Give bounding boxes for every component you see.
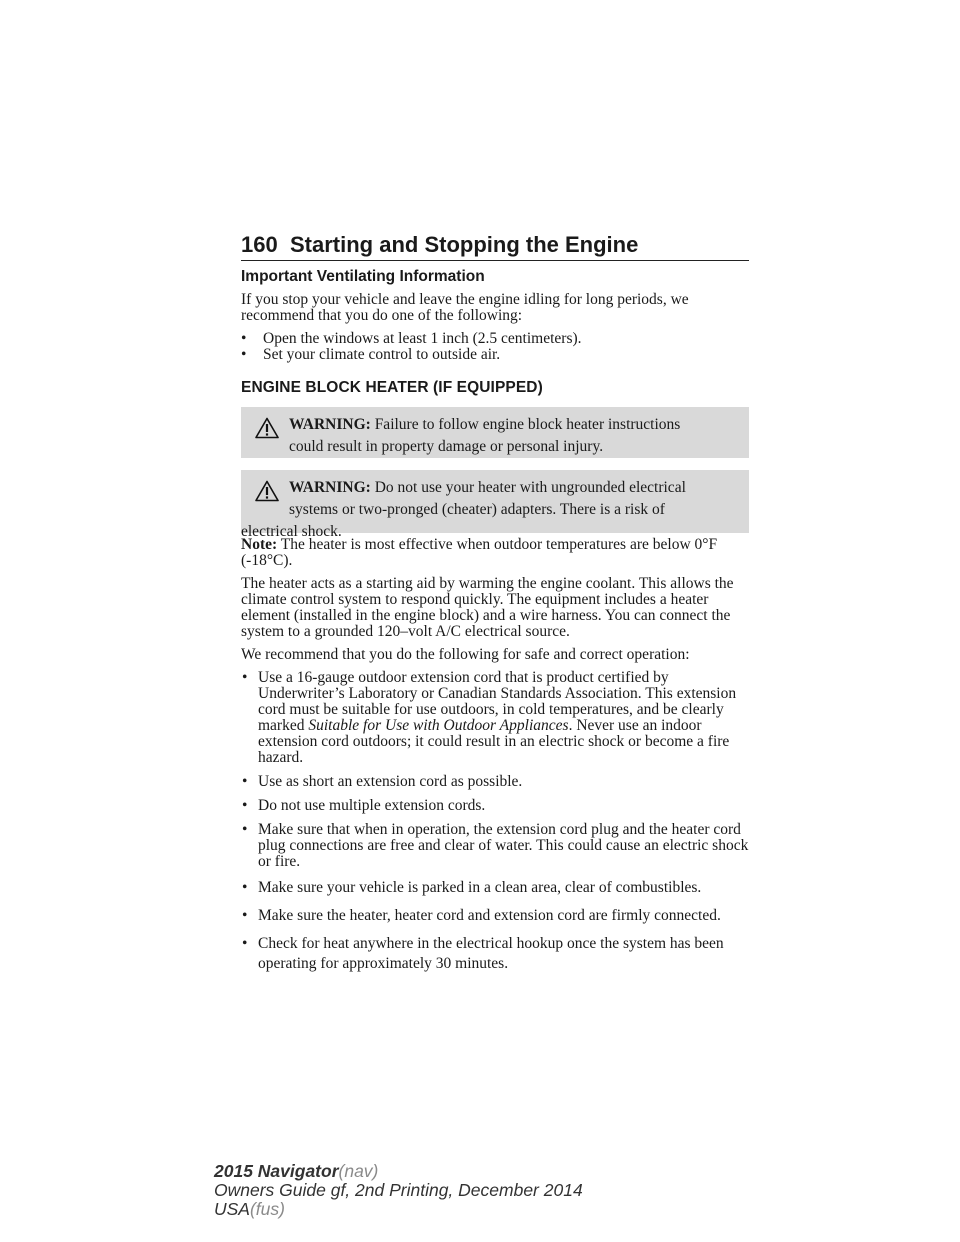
list-item: • Set your climate control to outside air.	[241, 346, 501, 363]
footer-market-code: (fus)	[249, 1199, 285, 1219]
warning-line: WARNING: Failure to follow engine block heater instructions	[289, 416, 681, 433]
chapter-title: Starting and Stopping the Engine	[290, 232, 639, 257]
ventilation-list	[241, 331, 749, 363]
warning-line: WARNING: Do not use your heater with ungrounded electrical	[289, 479, 686, 496]
warning-label: WARNING:	[289, 416, 371, 433]
bullet-icon: •	[242, 879, 248, 896]
footer-model: 2015 Navigator	[214, 1161, 339, 1181]
footer-market-line	[214, 1200, 583, 1219]
warning-line: systems or two-pronged (cheater) adapters. There is a risk of	[289, 501, 665, 518]
heater-description: The heater acts as a starting aid by warming the engine coolant. This allows the climate control system to respond quickly. The equipment includes a heater element (installed in the engine block) and a wire harness. You can connect the system to a grounded 120–volt A/C electrical source.	[241, 575, 734, 640]
engine-heater-heading: ENGINE BLOCK HEATER (IF EQUIPPED)	[241, 379, 543, 396]
list-item: • Do not use multiple extension cords.	[242, 797, 486, 814]
list-item: • Use as short an extension cord as possible.	[242, 773, 523, 790]
bullet-icon: •	[242, 935, 248, 952]
warning-triangle-icon	[255, 417, 279, 439]
ventilation-intro: If you stop your vehicle and leave the engine idling for long periods, we recommend that you do one of the following:	[241, 291, 689, 324]
footer-model-line	[214, 1162, 583, 1181]
bullet-icon: •	[242, 797, 248, 814]
warning-triangle-icon	[255, 480, 279, 502]
bullet-icon: •	[242, 773, 248, 790]
list-item: • Check for heat anywhere in the electrical hookup once the system has been operating for approximately 30 minutes.	[242, 935, 724, 972]
bullet-icon: •	[242, 821, 248, 838]
footer-guide-line: Owners Guide gf, 2nd Printing, December 2014	[214, 1180, 583, 1200]
safety-list	[241, 670, 749, 974]
warning-line: could result in property damage or personal injury.	[289, 438, 604, 455]
list-item: • Use a 16-gauge outdoor extension cord that is product certified by Underwriter’s Laboratory or Canadian Standards Association. This extension cord must be suitable for use outdoors, in cold temperatures, and be clearly marked Suitable for Use with Outdoor Appliances. Never use an indoor extension cord outdoors; it could result in an electric shock or become a fire hazard.	[242, 669, 737, 766]
warning-line: electrical shock.	[241, 523, 342, 540]
page-footer	[214, 1162, 583, 1219]
recommendation-intro: We recommend that you do the following for safe and correct operation:	[241, 646, 690, 663]
bullet-icon: •	[242, 669, 248, 686]
bullet-icon: •	[241, 330, 247, 347]
list-item: • Make sure the heater, heater cord and extension cord are firmly connected.	[242, 907, 721, 924]
ventilation-heading: Important Ventilating Information	[241, 268, 485, 285]
list-item: • Make sure your vehicle is parked in a clean area, clear of combustibles.	[242, 879, 702, 896]
bullet-icon: •	[241, 346, 247, 363]
page-number: 160	[241, 232, 278, 257]
warning-box	[241, 407, 749, 458]
warning-box	[241, 470, 749, 540]
footer-market: USA	[214, 1199, 250, 1219]
list-item: • Make sure that when in operation, the extension cord plug and the heater cord plug connections are free and clear of water. This could cause an electric shock or fire.	[242, 821, 749, 870]
list-item: • Open the windows at least 1 inch (2.5 centimeters).	[241, 330, 582, 347]
note-paragraph: Note: The heater is most effective when outdoor temperatures are below 0°F (-18°C).	[241, 536, 718, 569]
footer-model-code: (nav)	[338, 1161, 379, 1181]
warning-label: WARNING:	[289, 479, 371, 496]
note-label: Note:	[241, 536, 278, 553]
page-header	[241, 232, 749, 261]
bullet-icon: •	[242, 907, 248, 924]
page-content	[241, 268, 749, 982]
